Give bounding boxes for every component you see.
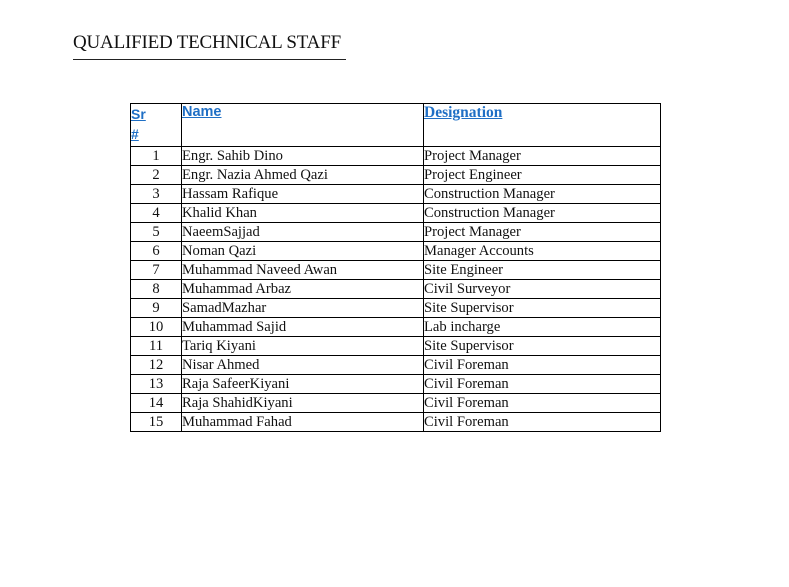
cell-sr: 12 xyxy=(131,356,182,375)
cell-designation: Civil Foreman xyxy=(424,413,661,432)
cell-name: Muhammad Fahad xyxy=(182,413,424,432)
cell-sr: 2 xyxy=(131,166,182,185)
cell-name: Muhammad Sajid xyxy=(182,318,424,337)
cell-designation: Project Engineer xyxy=(424,166,661,185)
table-row xyxy=(131,356,661,375)
table-row xyxy=(131,223,661,242)
cell-name: Noman Qazi xyxy=(182,242,424,261)
column-header-designation: Designation xyxy=(424,104,661,147)
column-header-sr-line1: Sr xyxy=(131,106,146,122)
cell-name: Engr. Nazia Ahmed Qazi xyxy=(182,166,424,185)
cell-designation: Construction Manager xyxy=(424,204,661,223)
cell-name: Tariq Kiyani xyxy=(182,337,424,356)
table-row xyxy=(131,147,661,166)
cell-designation: Construction Manager xyxy=(424,185,661,204)
table-row xyxy=(131,280,661,299)
cell-name: Nisar Ahmed xyxy=(182,356,424,375)
cell-designation: Site Supervisor xyxy=(424,337,661,356)
table-row xyxy=(131,242,661,261)
cell-name: NaeemSajjad xyxy=(182,223,424,242)
cell-designation: Civil Surveyor xyxy=(424,280,661,299)
cell-sr: 11 xyxy=(131,337,182,356)
cell-designation: Civil Foreman xyxy=(424,394,661,413)
column-header-name: Name xyxy=(182,104,424,147)
table-row xyxy=(131,413,661,432)
cell-designation: Manager Accounts xyxy=(424,242,661,261)
table-row xyxy=(131,394,661,413)
cell-name: Muhammad Naveed Awan xyxy=(182,261,424,280)
cell-name: Raja SafeerKiyani xyxy=(182,375,424,394)
title-underline xyxy=(73,59,346,60)
table-row xyxy=(131,318,661,337)
table-row xyxy=(131,261,661,280)
cell-sr: 5 xyxy=(131,223,182,242)
cell-designation: Site Supervisor xyxy=(424,299,661,318)
cell-name: Raja ShahidKiyani xyxy=(182,394,424,413)
cell-designation: Project Manager xyxy=(424,223,661,242)
cell-designation: Lab incharge xyxy=(424,318,661,337)
table-header-row xyxy=(131,104,661,147)
table-row xyxy=(131,375,661,394)
cell-name: Khalid Khan xyxy=(182,204,424,223)
staff-table xyxy=(130,103,661,432)
table-row xyxy=(131,299,661,318)
cell-name: Hassam Rafique xyxy=(182,185,424,204)
cell-sr: 3 xyxy=(131,185,182,204)
document-title: QUALIFIED TECHNICAL STAFF xyxy=(73,32,341,53)
cell-sr: 14 xyxy=(131,394,182,413)
table-body xyxy=(131,147,661,432)
cell-designation: Site Engineer xyxy=(424,261,661,280)
cell-sr: 4 xyxy=(131,204,182,223)
column-header-sr xyxy=(131,104,182,147)
cell-sr: 15 xyxy=(131,413,182,432)
table-row xyxy=(131,204,661,223)
cell-designation: Project Manager xyxy=(424,147,661,166)
cell-sr: 8 xyxy=(131,280,182,299)
table-row xyxy=(131,166,661,185)
cell-sr: 13 xyxy=(131,375,182,394)
table-row xyxy=(131,185,661,204)
column-header-sr-line2: # xyxy=(131,126,139,142)
cell-sr: 7 xyxy=(131,261,182,280)
cell-sr: 10 xyxy=(131,318,182,337)
cell-name: Muhammad Arbaz xyxy=(182,280,424,299)
cell-designation: Civil Foreman xyxy=(424,375,661,394)
table-row xyxy=(131,337,661,356)
cell-sr: 1 xyxy=(131,147,182,166)
cell-name: Engr. Sahib Dino xyxy=(182,147,424,166)
cell-name: SamadMazhar xyxy=(182,299,424,318)
cell-sr: 9 xyxy=(131,299,182,318)
cell-sr: 6 xyxy=(131,242,182,261)
cell-designation: Civil Foreman xyxy=(424,356,661,375)
